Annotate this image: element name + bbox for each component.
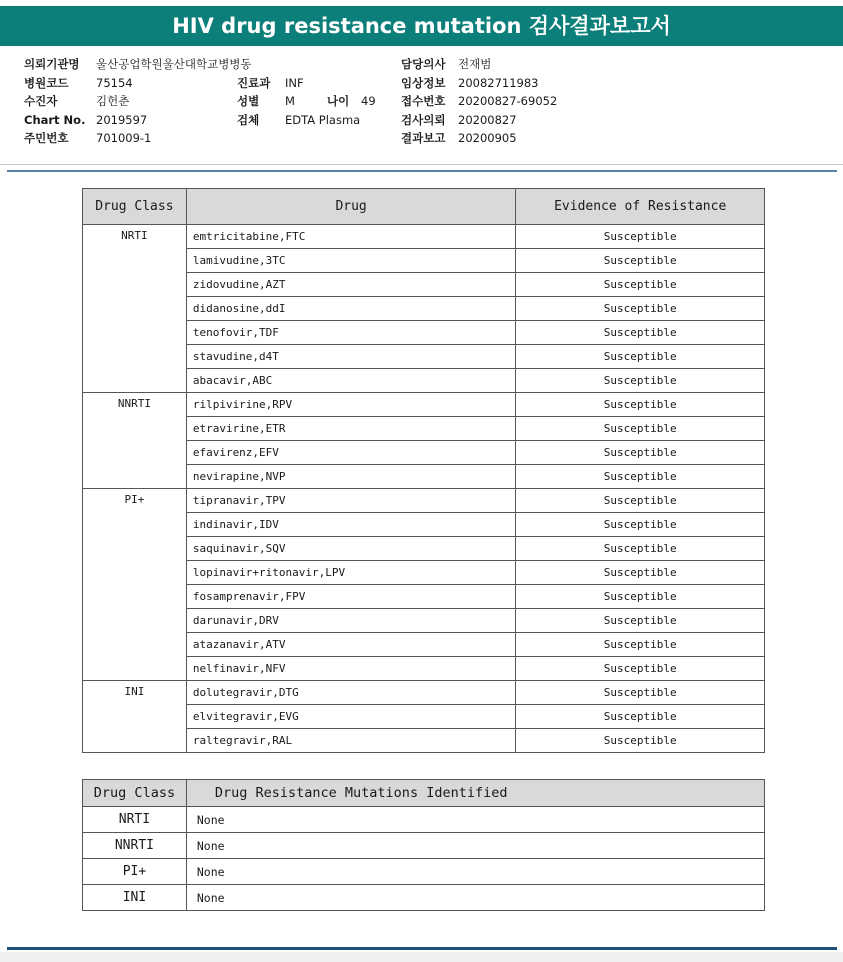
resistance-table: [82, 188, 765, 753]
table-row: [83, 807, 765, 833]
evidence-cell: Susceptible: [516, 609, 765, 633]
receipt-no-value: 20200827-69052: [458, 94, 558, 108]
footer-strip: [0, 952, 843, 962]
resident-no-value: 701009-1: [96, 131, 152, 145]
drug-name-cell: zidovudine,AZT: [186, 273, 516, 297]
section-rule-bottom: [7, 947, 837, 950]
drug-name-cell: rilpivirine,RPV: [186, 393, 516, 417]
drug-name-cell: nelfinavir,NFV: [186, 657, 516, 681]
header-mut-drug-class: Drug Class: [83, 780, 187, 807]
hospital-code-value: 75154: [96, 75, 133, 90]
evidence-cell: Susceptible: [516, 273, 765, 297]
drug-name-cell: atazanavir,ATV: [186, 633, 516, 657]
mutation-value-cell: None: [186, 807, 764, 833]
drug-name-cell: etravirine,ETR: [186, 417, 516, 441]
mutation-class-cell: NRTI: [83, 807, 187, 833]
drug-name-cell: tenofovir,TDF: [186, 321, 516, 345]
physician-label: 담당의사: [401, 57, 446, 71]
evidence-cell: Susceptible: [516, 369, 765, 393]
drug-name-cell: elvitegravir,EVG: [186, 705, 516, 729]
drug-name-cell: didanosine,ddI: [186, 297, 516, 321]
age-value: 49: [361, 94, 376, 108]
test-request-label: 검사의뢰: [401, 112, 446, 127]
info-column-lab: [401, 55, 557, 148]
result-report-value: 20200905: [458, 131, 517, 145]
test-request-value: 20200827: [458, 112, 517, 127]
patient-name-label: 수진자: [24, 94, 58, 108]
mutation-value-cell: None: [186, 833, 764, 859]
info-column-patient: [24, 55, 252, 148]
header-separator: [0, 164, 843, 165]
evidence-cell: Susceptible: [516, 513, 765, 537]
hospital-code-label: 병원코드: [24, 75, 69, 90]
drug-name-cell: emtricitabine,FTC: [186, 225, 516, 249]
chart-no-value: 2019597: [96, 112, 148, 127]
info-column-clinical: [237, 55, 376, 129]
specimen-label: 검체: [237, 112, 260, 127]
table-row: [83, 681, 765, 705]
evidence-cell: Susceptible: [516, 537, 765, 561]
mutation-table: [82, 779, 765, 911]
drug-name-cell: saquinavir,SQV: [186, 537, 516, 561]
drug-name-cell: lamivudine,3TC: [186, 249, 516, 273]
section-rule-top: [7, 170, 837, 172]
table-row: [83, 225, 765, 249]
age-label: 나이: [327, 94, 350, 108]
mutation-value-cell: None: [186, 885, 764, 911]
drug-name-cell: efavirenz,EFV: [186, 441, 516, 465]
table-row: [83, 885, 765, 911]
header-drug: Drug: [186, 189, 516, 225]
table-row: [83, 393, 765, 417]
institution-value: 울산공업학원울산대학교병병동: [96, 57, 252, 71]
clinical-info-label: 임상정보: [401, 75, 446, 90]
evidence-cell: Susceptible: [516, 729, 765, 753]
sex-label: 성별: [237, 94, 260, 108]
drug-name-cell: lopinavir+ritonavir,LPV: [186, 561, 516, 585]
table-row: [83, 859, 765, 885]
mutation-value-cell: None: [186, 859, 764, 885]
evidence-cell: Susceptible: [516, 321, 765, 345]
mutation-class-cell: INI: [83, 885, 187, 911]
resident-no-label: 주민번호: [24, 131, 69, 145]
evidence-cell: Susceptible: [516, 633, 765, 657]
clinical-info-value: 20082711983: [458, 75, 539, 90]
evidence-cell: Susceptible: [516, 705, 765, 729]
report-title: HIV drug resistance mutation 검사결과보고서: [0, 6, 843, 46]
chart-no-label: Chart No.: [24, 112, 86, 127]
evidence-cell: Susceptible: [516, 225, 765, 249]
drug-name-cell: fosamprenavir,FPV: [186, 585, 516, 609]
header-mutations: Drug Resistance Mutations Identified: [186, 780, 764, 807]
drug-name-cell: raltegravir,RAL: [186, 729, 516, 753]
department-value: INF: [285, 75, 304, 90]
evidence-cell: Susceptible: [516, 249, 765, 273]
evidence-cell: Susceptible: [516, 561, 765, 585]
mutation-class-cell: PI+: [83, 859, 187, 885]
table-row: [83, 833, 765, 859]
drug-name-cell: darunavir,DRV: [186, 609, 516, 633]
specimen-value: EDTA Plasma: [285, 112, 361, 127]
evidence-cell: Susceptible: [516, 489, 765, 513]
evidence-cell: Susceptible: [516, 297, 765, 321]
sex-value: M: [285, 94, 295, 108]
mutation-class-cell: NNRTI: [83, 833, 187, 859]
drug-name-cell: dolutegravir,DTG: [186, 681, 516, 705]
evidence-cell: Susceptible: [516, 585, 765, 609]
evidence-cell: Susceptible: [516, 681, 765, 705]
drug-class-cell: NNRTI: [83, 393, 187, 489]
evidence-cell: Susceptible: [516, 441, 765, 465]
department-label: 진료과: [237, 75, 271, 90]
result-report-label: 결과보고: [401, 131, 446, 145]
drug-name-cell: stavudine,d4T: [186, 345, 516, 369]
evidence-cell: Susceptible: [516, 465, 765, 489]
institution-label: 의뢰기관명: [24, 57, 80, 71]
drug-name-cell: indinavir,IDV: [186, 513, 516, 537]
resistance-table-header: [83, 189, 765, 225]
drug-class-cell: PI+: [83, 489, 187, 681]
header-evidence: Evidence of Resistance: [516, 189, 765, 225]
header-drug-class: Drug Class: [83, 189, 187, 225]
evidence-cell: Susceptible: [516, 417, 765, 441]
receipt-no-label: 접수번호: [401, 94, 446, 108]
mutation-table-header: [83, 780, 765, 807]
drug-name-cell: tipranavir,TPV: [186, 489, 516, 513]
evidence-cell: Susceptible: [516, 393, 765, 417]
patient-name-value: 김헌춘: [96, 94, 130, 108]
drug-name-cell: nevirapine,NVP: [186, 465, 516, 489]
drug-class-cell: NRTI: [83, 225, 187, 393]
evidence-cell: Susceptible: [516, 657, 765, 681]
drug-name-cell: abacavir,ABC: [186, 369, 516, 393]
table-row: [83, 489, 765, 513]
evidence-cell: Susceptible: [516, 345, 765, 369]
physician-value: 전재범: [458, 57, 492, 71]
drug-class-cell: INI: [83, 681, 187, 753]
